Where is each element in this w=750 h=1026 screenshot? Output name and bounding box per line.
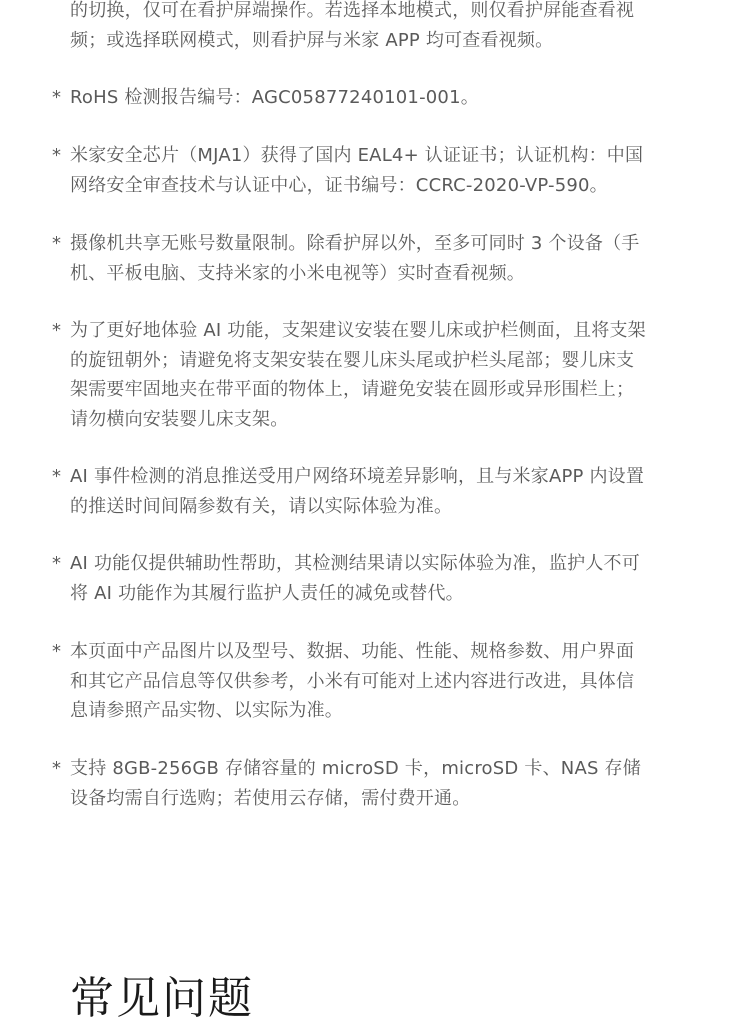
note-bullet: *	[52, 233, 62, 254]
note-bullet: *	[52, 553, 62, 574]
note-bullet: *	[52, 758, 62, 779]
note-text: 米家安全芯片（MJA1）获得了国内 EAL4+ 认证证书；认证机构：中国 网络安全审查技术与认证中心，证书编号：CCRC-2020-VP-590。	[70, 145, 644, 196]
note-text: 摄像机共享无账号数量限制。除看护屏以外，至多可同时 3 个设备（手 机、平板电脑、支持米家的小米电视等）实时查看视频。	[70, 233, 640, 284]
note-item-camera-sharing	[52, 229, 692, 288]
note-text: 的切换，仅可在看护屏端操作。若选择本地模式，则仅看护屏能查看视 频；或选择联网模式，则看护屏与米家 APP 均可查看视频。	[70, 0, 635, 51]
note-bullet: *	[52, 145, 62, 166]
note-text: RoHS 检测报告编号：AGC05877240101-001。	[70, 87, 479, 108]
note-item-mount-advice	[52, 316, 692, 434]
note-item-ai-disclaimer	[52, 549, 692, 608]
faq-section-title: 常见问题	[70, 973, 254, 1024]
note-bullet: *	[52, 641, 62, 662]
note-text: 支持 8GB-256GB 存储容量的 microSD 卡，microSD 卡、NAS 存储 设备均需自行选购；若使用云存储，需付费开通。	[70, 758, 641, 809]
note-text: 为了更好地体验 AI 功能，支架建议安装在婴儿床或护栏侧面，且将支架 的旋钮朝外；请避免将支架安装在婴儿床头尾或护栏头尾部；婴儿床支 架需要牢固地夹在带平面的物体上，请避免安装在圆形或异形围栏上； 请勿横向安装婴儿床支架。	[70, 320, 646, 430]
note-item-rohs	[52, 83, 692, 113]
note-bullet: *	[52, 466, 62, 487]
note-item-page-disclaimer	[52, 637, 692, 726]
note-item-mode-switch	[52, 0, 692, 55]
note-text: 本页面中产品图片以及型号、数据、功能、性能、规格参数、用户界面 和其它产品信息等仅供参考，小米有可能对上述内容进行改进，具体信 息请参照产品实物、以实际为准。	[70, 641, 635, 721]
note-item-security-chip	[52, 141, 692, 200]
note-bullet: *	[52, 87, 62, 108]
note-bullet: *	[52, 320, 62, 341]
note-text: AI 功能仅提供辅助性帮助，其检测结果请以实际体验为准，监护人不可 将 AI 功能作为其履行监护人责任的减免或替代。	[70, 553, 640, 604]
note-item-ai-push	[52, 462, 692, 521]
note-item-storage	[52, 754, 692, 813]
note-text: AI 事件检测的消息推送受用户网络环境差异影响，且与米家APP 内设置 的推送时间间隔参数有关，请以实际体验为准。	[70, 466, 645, 517]
